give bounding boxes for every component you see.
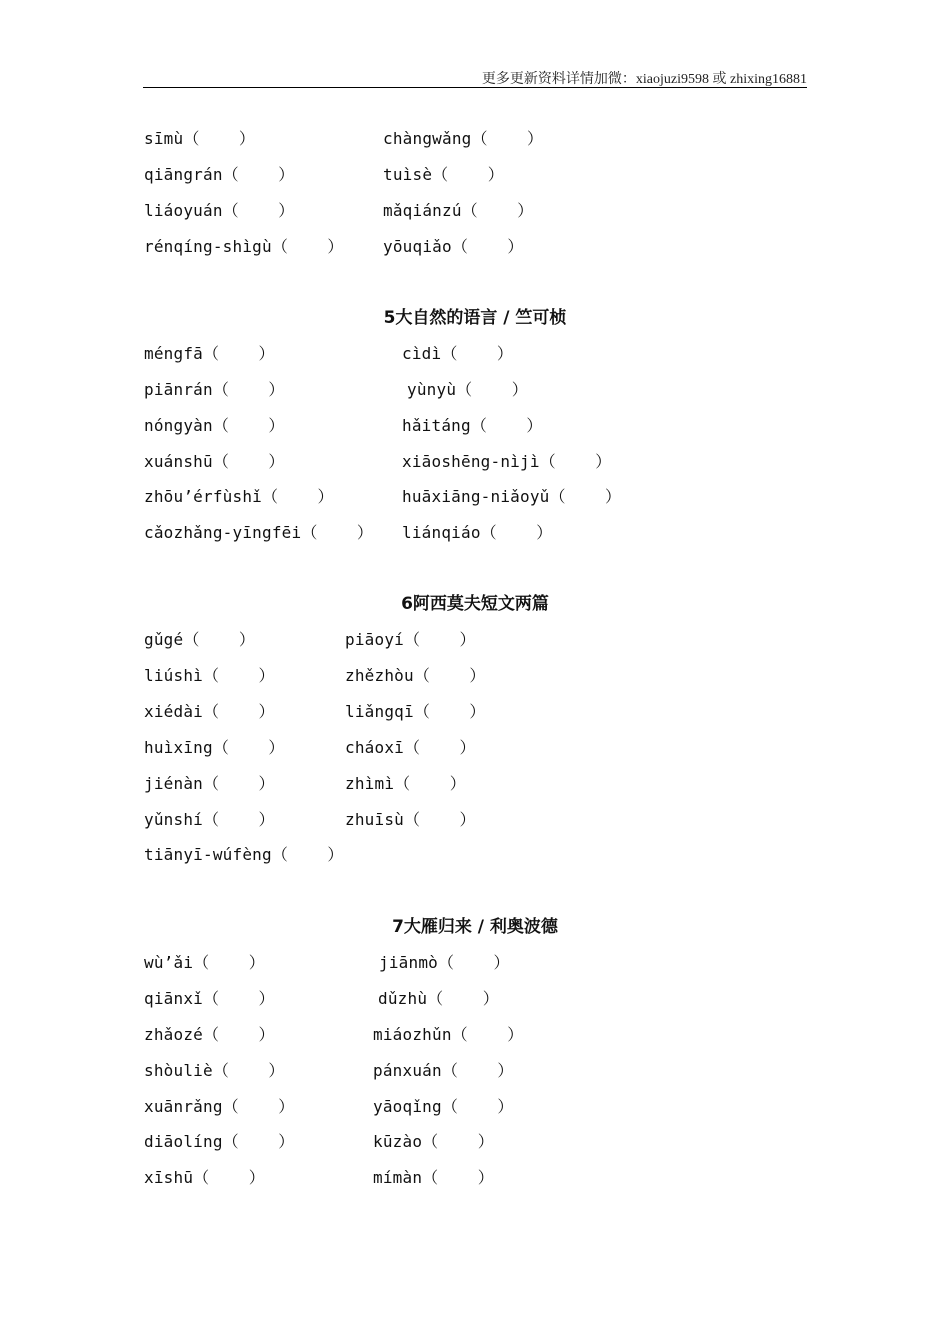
pinyin-item: huāxiāng-niǎoyǔ（ ） xyxy=(402,487,622,506)
pinyin-item: miáozhǔn（ ） xyxy=(373,1025,524,1044)
pinyin-item: cìdì（ ） xyxy=(402,344,514,363)
pinyin-item: xuānrǎng（ ） xyxy=(144,1097,295,1116)
pinyin-item: zhǎozé（ ） xyxy=(144,1025,275,1044)
pinyin-item: pánxuán（ ） xyxy=(373,1061,514,1080)
pinyin-item: liáoyuán（ ） xyxy=(144,201,295,220)
pinyin-item: chàngwǎng（ ） xyxy=(383,129,544,148)
pinyin-item: shòuliè（ ） xyxy=(144,1061,285,1080)
pinyin-item: yōuqiǎo（ ） xyxy=(383,237,524,256)
pinyin-item: huìxīng（ ） xyxy=(144,738,285,757)
pinyin-item: rénqíng-shìgù（ ） xyxy=(144,237,344,256)
pinyin-item: diāolíng（ ） xyxy=(144,1132,295,1151)
pinyin-item: liánqiáo（ ） xyxy=(402,523,553,542)
section-heading-6: 6阿西莫夫短文两篇 xyxy=(401,594,549,614)
pinyin-item: jiānmò（ ） xyxy=(379,953,510,972)
pinyin-item: dǔzhù（ ） xyxy=(378,989,499,1008)
pinyin-item: mǎqiánzú（ ） xyxy=(383,201,534,220)
pinyin-item: yāoqǐng（ ） xyxy=(373,1097,514,1116)
pinyin-item: qiānxǐ（ ） xyxy=(144,989,275,1008)
pinyin-item: tiānyī-wúfèng（ ） xyxy=(144,845,344,864)
pinyin-item: xuánshū（ ） xyxy=(144,452,285,471)
header-contact-text: 更多更新资料详情加微：xiaojuzi9598 或 zhixing16881 xyxy=(481,72,807,87)
section-heading-5: 5大自然的语言 / 竺可桢 xyxy=(383,308,567,328)
pinyin-item: mímàn（ ） xyxy=(373,1168,494,1187)
pinyin-item: liúshì（ ） xyxy=(144,666,275,685)
pinyin-item: sīmù（ ） xyxy=(144,129,256,148)
pinyin-item: xīshū（ ） xyxy=(144,1168,265,1187)
pinyin-item: yǔnshí（ ） xyxy=(144,810,275,829)
pinyin-item: hǎitáng（ ） xyxy=(402,416,543,435)
pinyin-item: liǎngqī（ ） xyxy=(345,702,486,721)
section-heading-7: 7大雁归来 / 利奥波德 xyxy=(392,917,558,937)
pinyin-item: zhìmì（ ） xyxy=(345,774,466,793)
pinyin-item: méngfā（ ） xyxy=(144,344,275,363)
pinyin-item: gǔgé（ ） xyxy=(144,630,256,649)
pinyin-item: jiénàn（ ） xyxy=(144,774,275,793)
pinyin-item: wù’ǎi（ ） xyxy=(144,953,265,972)
pinyin-item: zhězhòu（ ） xyxy=(345,666,486,685)
pinyin-item: piānrán（ ） xyxy=(144,380,285,399)
pinyin-item: qiāngrán（ ） xyxy=(144,165,295,184)
pinyin-item: xiédài（ ） xyxy=(144,702,275,721)
pinyin-item: cǎozhǎng-yīngfēi（ ） xyxy=(144,523,374,542)
pinyin-item: yùnyù（ ） xyxy=(407,380,528,399)
pinyin-item: tuìsè（ ） xyxy=(383,165,504,184)
pinyin-item: zhōu’érfùshǐ（ ） xyxy=(144,487,334,506)
pinyin-item: xiāoshēng-nìjì（ ） xyxy=(402,452,612,471)
pinyin-item: nóngyàn（ ） xyxy=(144,416,285,435)
pinyin-item: piāoyí（ ） xyxy=(345,630,476,649)
pinyin-item: kūzào（ ） xyxy=(373,1132,494,1151)
pinyin-item: zhuīsù（ ） xyxy=(345,810,476,829)
pinyin-item: cháoxī（ ） xyxy=(345,738,476,757)
header-divider xyxy=(143,87,807,88)
